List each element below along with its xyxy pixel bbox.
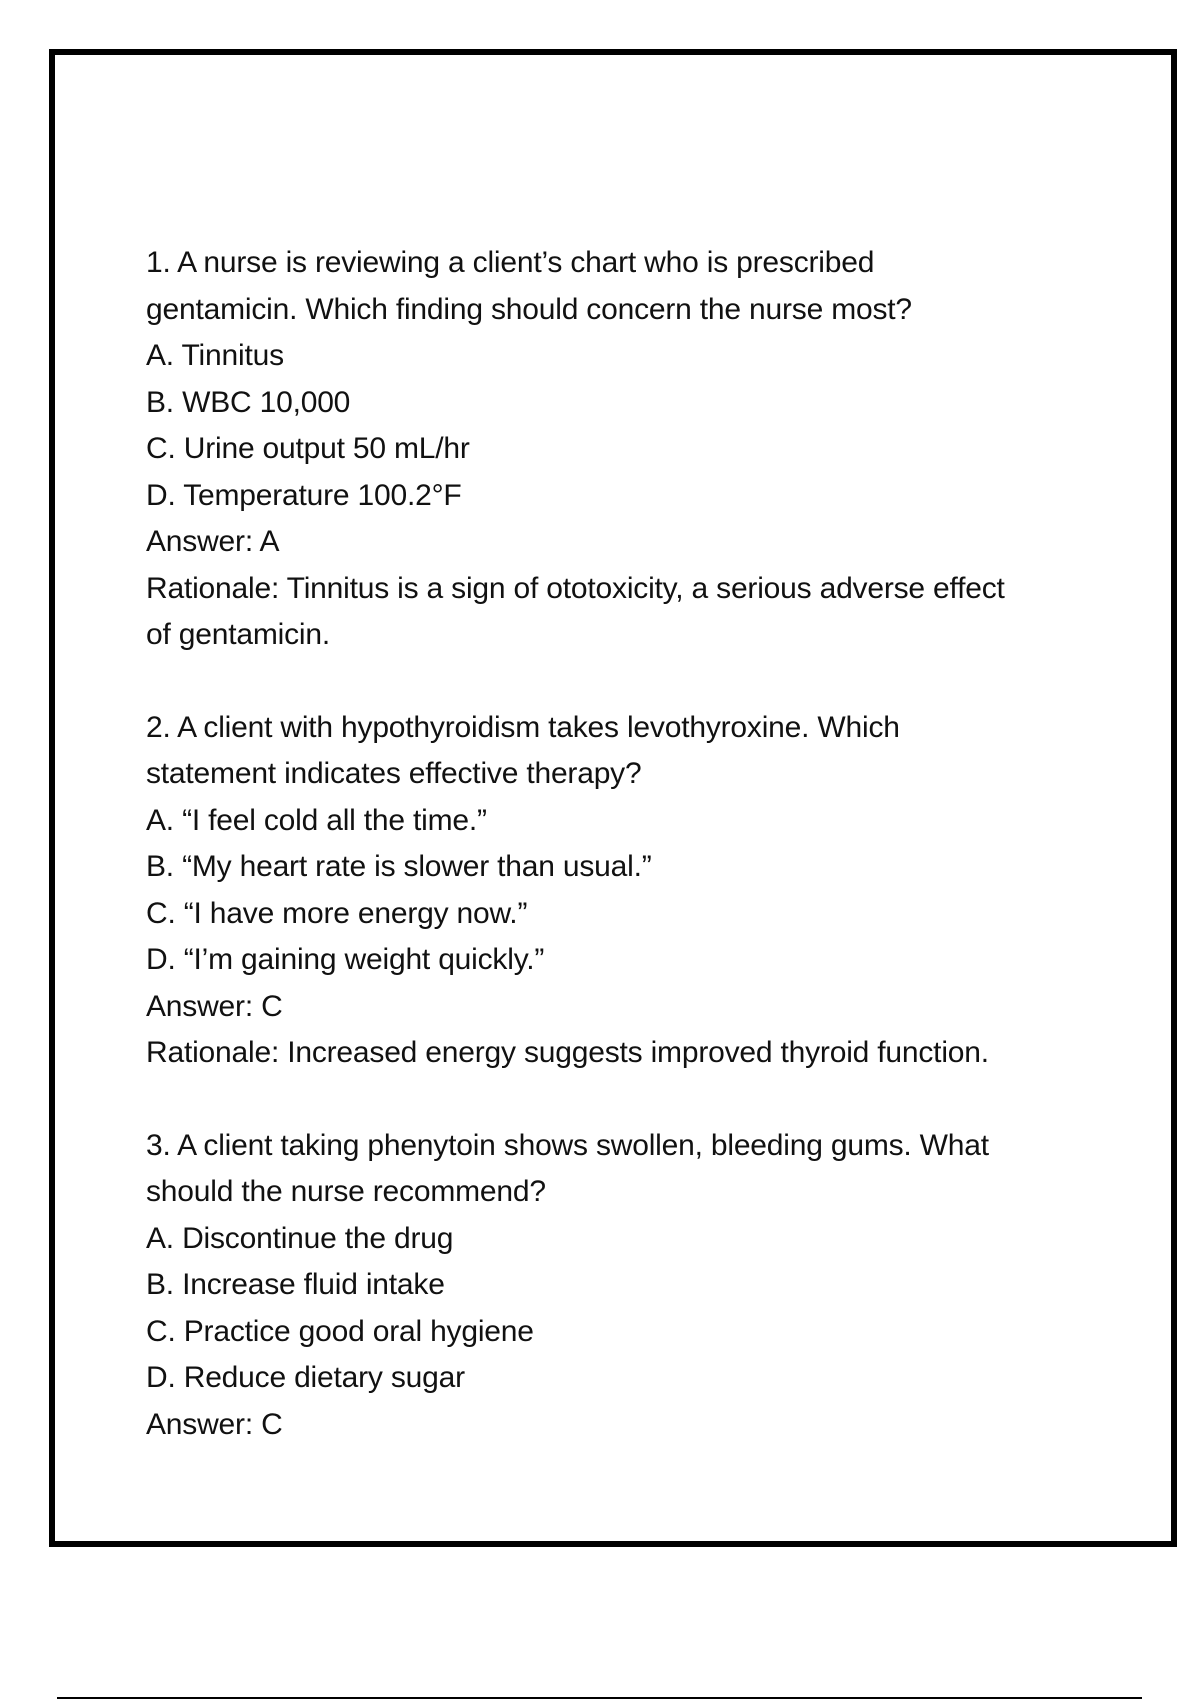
question-3-option-c: C. Practice good oral hygiene [146,1314,534,1348]
question-3-option-a: A. Discontinue the drug [146,1221,454,1255]
question-1-option-d: D. Temperature 100.2°F [146,478,462,512]
question-3-stem-line-1: 3. A client taking phenytoin shows swollen, bleeding gums. What [146,1128,989,1162]
question-1-option-a: A. Tinnitus [146,339,284,372]
question-2-option-d: D. “I’m gaining weight quickly.” [146,943,545,976]
question-3-option-b: B. Increase fluid intake [146,1268,445,1301]
question-2-stem-line-1: 2. A client with hypothyroidism takes levothyroxine. Which [146,710,900,744]
bottom-divider [57,1697,1142,1699]
question-3-stem-line-2: should the nurse recommend? [146,1175,546,1208]
question-1-rationale-line-2: of gentamicin. [146,618,330,651]
question-3-option-d: D. Reduce dietary sugar [146,1361,465,1394]
question-2-option-a: A. “I feel cold all the time.” [146,803,487,837]
question-2 [146,705,1106,1077]
question-1-option-c: C. Urine output 50 mL/hr [146,432,470,465]
question-2-option-c: C. “I have more energy now.” [146,896,528,930]
question-3-answer: Answer: C [146,1407,283,1441]
question-2-stem-line-2: statement indicates effective therapy? [146,757,642,790]
question-list [146,240,1106,1494]
question-1-stem-line-1: 1. A nurse is reviewing a client’s chart who is prescribed [146,246,875,279]
question-2-rationale-line-1: Rationale: Increased energy suggests improved thyroid function. [146,1036,989,1069]
question-2-option-b: B. “My heart rate is slower than usual.” [146,850,652,883]
question-2-answer: Answer: C [146,989,283,1023]
question-1-answer: Answer: A [146,525,280,558]
question-1 [146,240,1106,659]
question-1-rationale-line-1: Rationale: Tinnitus is a sign of ototoxicity, a serious adverse effect [146,571,1005,605]
question-1-stem-line-2: gentamicin. Which finding should concern the nurse most? [146,292,912,326]
question-3 [146,1123,1106,1449]
question-1-option-b: B. WBC 10,000 [146,385,351,419]
